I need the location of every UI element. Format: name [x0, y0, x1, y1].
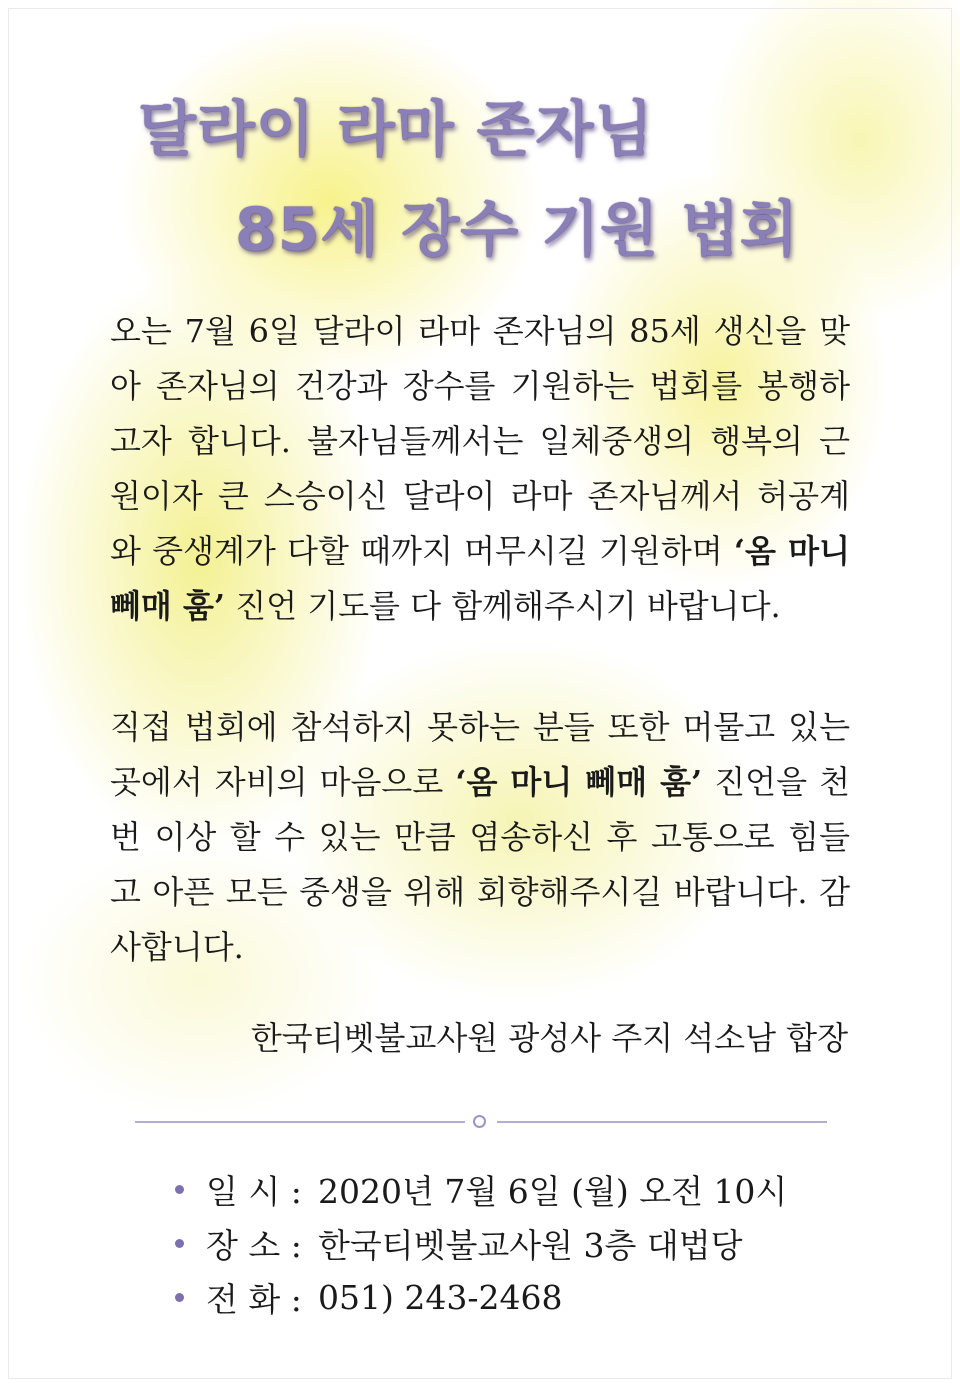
detail-location — [175, 1216, 787, 1270]
divider-line-left — [135, 1121, 465, 1123]
detail-value: 한국티벳불교사원 3층 대법당 — [318, 1225, 743, 1265]
detail-value: 2020년 7월 6일 (월) 오전 10시 — [318, 1171, 788, 1211]
detail-phone — [175, 1270, 787, 1324]
bullet-icon — [175, 1239, 184, 1248]
mantra-text: ‘옴 마니 뻬매 훔’ — [110, 532, 850, 625]
title-line-2: 85세 장수 기원 법회 — [235, 195, 799, 265]
divider-line-right — [497, 1121, 827, 1123]
detail-datetime — [175, 1162, 787, 1216]
bullet-icon — [175, 1185, 184, 1194]
bullet-icon — [175, 1293, 184, 1302]
paragraph-2-text-b: 진언을 천 번 이상 할 수 있는 만큼 염송하신 후 고통으로 힘들고 아픈 모든 중생을 위해 회향해주시길 바랍니다. 감사합니다. — [110, 763, 850, 966]
mantra-text: ‘옴 마니 뻬매 훔’ — [455, 763, 703, 801]
detail-label: 일 시 : — [206, 1171, 302, 1211]
announcement-paragraph-1 — [110, 304, 850, 634]
paragraph-2-text-a: 직접 법회에 참석하지 못하는 분들 또한 머물고 있는 곳에서 자비의 마음으로 — [110, 708, 850, 801]
announcement-paragraph-2 — [110, 700, 850, 975]
paragraph-1-text-a: 오는 7월 6일 달라이 라마 존자님의 85세 생신을 맞아 존자님의 건강과 장수를 기원하는 법회를 봉행하고자 합니다. 불자님들께서는 일체중생의 행복의 근원이자 큰 스승이신 달라이 라마 존자님께서 허공계와 중생계가 다할 때까지 머무시길 기원하며 — [110, 312, 850, 570]
signature: 한국티벳불교사원 광성사 주지 석소남 합장 — [250, 1019, 848, 1057]
title-line-1: 달라이 라마 존자님 — [138, 95, 654, 165]
ornamental-divider — [135, 1114, 827, 1130]
divider-circle-icon — [473, 1115, 486, 1128]
detail-value: 051) 243-2468 — [318, 1277, 563, 1317]
event-details — [175, 1162, 787, 1324]
paragraph-1-text-b: 진언 기도를 다 함께해주시기 바랍니다. — [225, 587, 781, 625]
detail-label: 장 소 : — [206, 1225, 302, 1265]
detail-label: 전 화 : — [206, 1279, 302, 1319]
